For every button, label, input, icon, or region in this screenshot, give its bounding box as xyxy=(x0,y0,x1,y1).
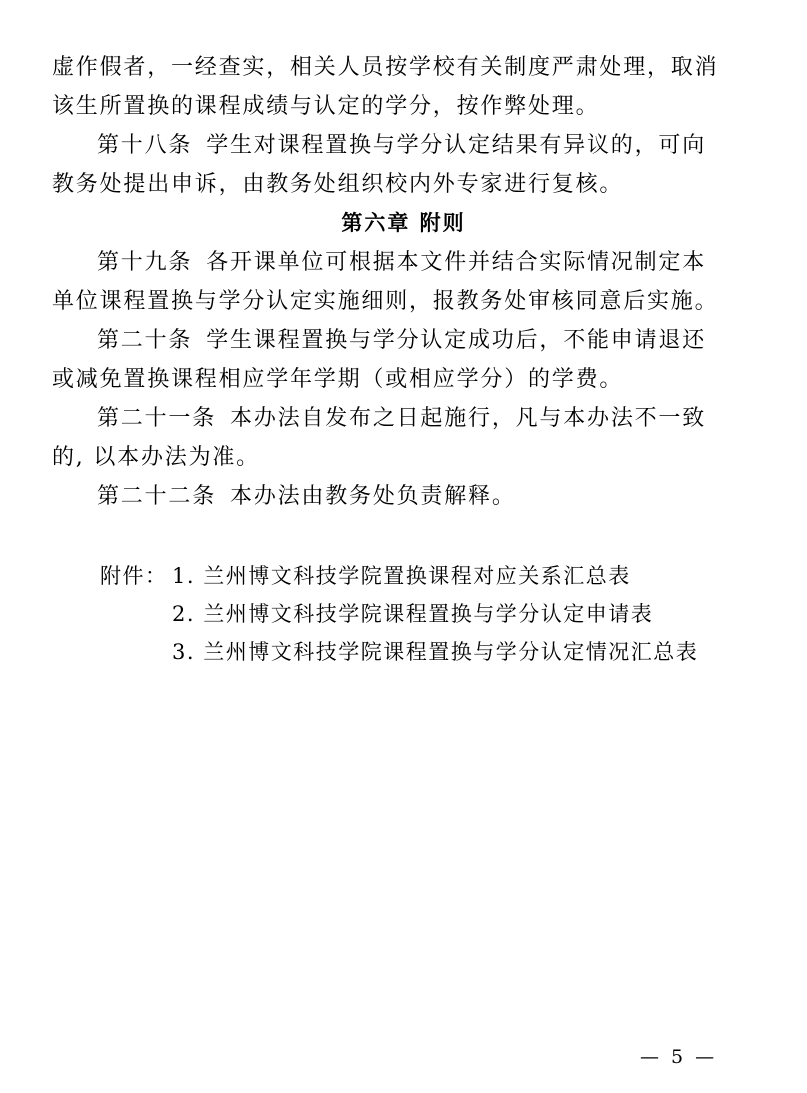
paragraph-line: 虚作假者，一经查实，相关人员按学校有关制度严肃处理，取消 xyxy=(52,55,719,80)
article-label: 第十八条 xyxy=(97,133,193,158)
article-label: 第二十一条 xyxy=(97,406,217,431)
attachment-item: 2. 兰州博文科技学院课程置换与学分认定申请表 xyxy=(172,602,654,626)
paragraph-line: 或减免置换课程相应学年学期（或相应学分）的学费。 xyxy=(52,367,624,392)
page-number: — 5 — xyxy=(640,1046,718,1068)
paragraph-line: 教务处提出申诉，由教务处组织校内外专家进行复核。 xyxy=(52,172,624,197)
paragraph-line: 的, 以本办法为准。 xyxy=(52,445,260,470)
article-label: 第二十条 xyxy=(97,328,193,353)
attachments-label: 附件： xyxy=(100,564,168,588)
article-20 xyxy=(97,326,706,356)
article-text: 本办法由教务处负责解释。 xyxy=(230,484,516,509)
chapter-title: 第六章 附则 xyxy=(341,211,466,235)
article-text: 本办法自发布之日起施行，凡与本办法不一致 xyxy=(230,406,707,431)
article-label: 第十九条 xyxy=(97,250,193,275)
article-18 xyxy=(97,131,706,161)
article-text: 学生对课程置换与学分认定结果有异议的，可向 xyxy=(206,133,707,158)
paragraph-line: 该生所置换的课程成绩与认定的学分，按作弊处理。 xyxy=(52,94,600,119)
article-label: 第二十二条 xyxy=(97,484,217,509)
article-text: 各开课单位可根据本文件并结合实际情况制定本 xyxy=(206,250,707,275)
paragraph-line: 单位课程置换与学分认定实施细则，报教务处审核同意后实施。 xyxy=(52,289,719,314)
attachment-item: 3. 兰州博文科技学院课程置换与学分认定情况汇总表 xyxy=(172,640,699,664)
article-19 xyxy=(97,248,706,278)
article-22 xyxy=(97,482,516,512)
attachment-item: 1. 兰州博文科技学院置换课程对应关系汇总表 xyxy=(172,564,631,588)
article-21 xyxy=(97,404,706,434)
article-text: 学生课程置换与学分认定成功后，不能申请退还 xyxy=(206,328,707,353)
